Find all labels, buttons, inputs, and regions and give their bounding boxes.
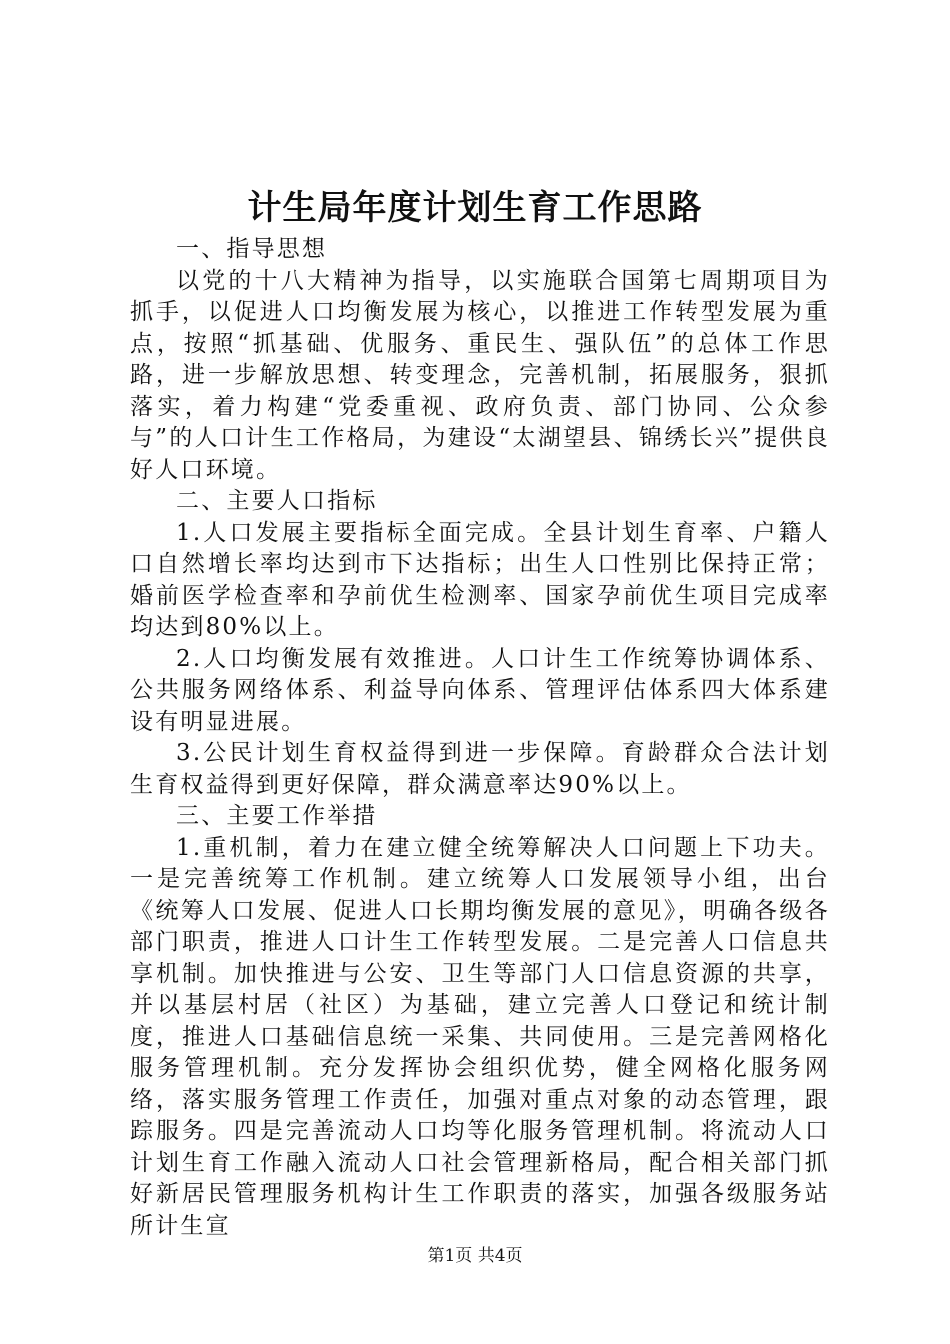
body-paragraph: 以党的十八大精神为指导，以实施联合国第七周期项目为抓手，以促进人口均衡发展为核心，以推进工作转型发展为重点，按照“抓基础、优服务、重民生、强队伍”的总体工作思路，进一步解放思想、转变理念，完善机制，拓展服务，狠抓落实，着力构建“党委重视、政府负责、部门协同、公众参与”的人口计生工作格局，为建设“太湖望县、锦绣长兴”提供良好人口环境。: [130, 267, 830, 483]
body-paragraph: 2.人口均衡发展有效推进。人口计生工作统筹协调体系、公共服务网络体系、利益导向体系、管理评估体系四大体系建设有明显进展。: [130, 645, 830, 735]
body-paragraph: 1.人口发展主要指标全面完成。全县计划生育率、户籍人口自然增长率均达到市下达指标；出生人口性别比保持正常；婚前医学检查率和孕前优生检测率、国家孕前优生项目完成率均达到80%以上。: [130, 519, 830, 640]
document-title: 计生局年度计划生育工作思路: [247, 188, 703, 228]
section-heading: 一、指导思想: [176, 236, 328, 262]
section-heading: 二、主要人口指标: [176, 488, 378, 514]
section-heading: 三、主要工作举措: [176, 803, 378, 829]
document-body: [130, 234, 830, 1242]
body-paragraph: 3.公民计划生育权益得到进一步保障。育龄群众合法计划生育权益得到更好保障，群众满意率达90%以上。: [130, 740, 830, 798]
body-paragraph: 1.重机制，着力在建立健全统筹解决人口问题上下功夫。一是完善统筹工作机制。建立统筹人口发展领导小组，出台《统筹人口发展、促进人口长期均衡发展的意见》，明确各级各部门职责，推进人口计生工作转型发展。二是完善人口信息共享机制。加快推进与公安、卫生等部门人口信息资源的共享，并以基层村居（社区）为基础，建立完善人口登记和统计制度，推进人口基础信息统一采集、共同使用。三是完善网格化服务管理机制。充分发挥协会组织优势，健全网格化服务网络，落实服务管理工作责任，加强对重点对象的动态管理，跟踪服务。四是完善流动人口均等化服务管理机制。将流动人口计划生育工作融入流动人口社会管理新格局，配合相关部门抓好新居民管理服务机构计生工作职责的落实，加强各级服务站所计生宣: [130, 834, 830, 1239]
page-number-footer: 第1页 共4页: [427, 1246, 523, 1266]
